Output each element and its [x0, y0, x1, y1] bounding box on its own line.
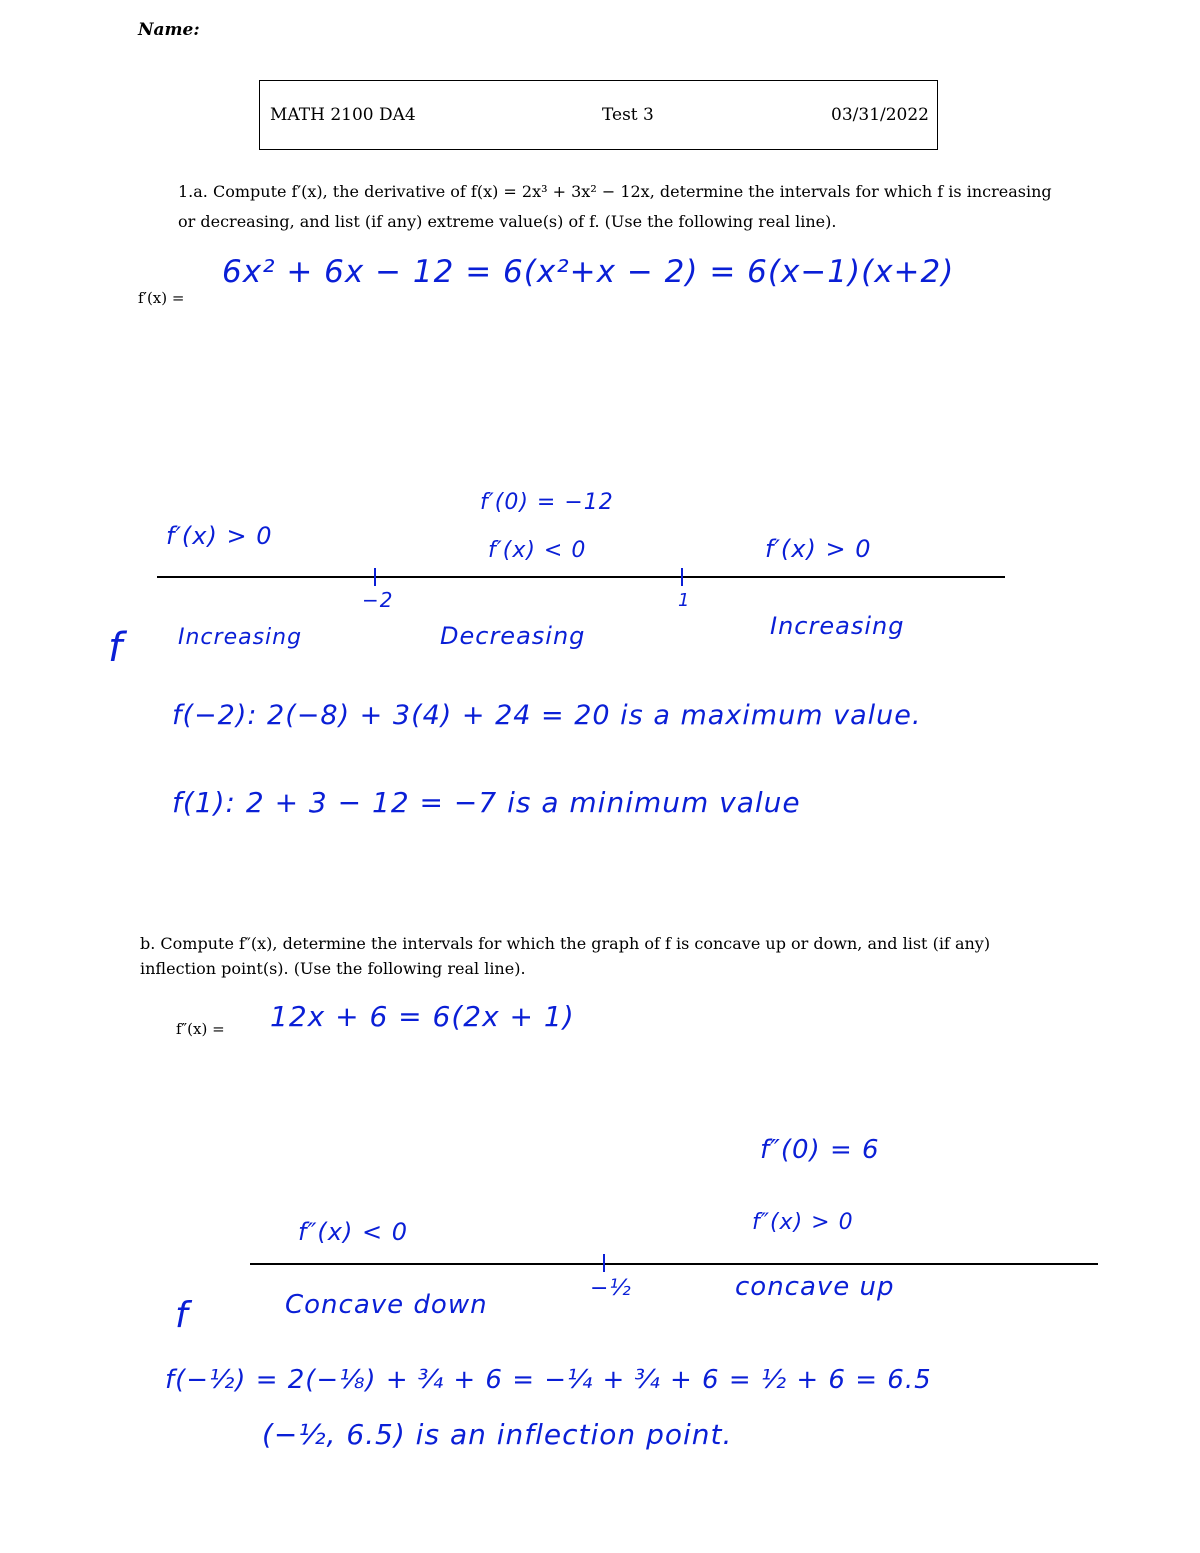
q2-sign-left: f″(x) < 0: [298, 1218, 408, 1246]
q1-behavior-right: Increasing: [770, 612, 905, 640]
q1-critical-point-left: −2: [362, 588, 394, 612]
q2-prompt-line2: inflection point(s). (Use the following real line).: [140, 959, 526, 978]
q2-tick: [603, 1254, 605, 1272]
q1-test-point: f′(0) = −12: [480, 490, 614, 515]
q1-maximum-line: f(−2): 2(−8) + 3(4) + 24 = 20 is a maximum value.: [172, 700, 922, 731]
q2-behavior-left: Concave down: [285, 1290, 488, 1320]
q1-sign-left: f′(x) > 0: [166, 522, 273, 550]
q1-sign-right: f′(x) > 0: [765, 535, 872, 563]
test-header-box: [259, 80, 938, 150]
q2-prompt-line1: b. Compute f″(x), determine the intervals for which the graph of f is concave up or down, and list (if any): [140, 934, 991, 953]
q2-test-point: f″(0) = 6: [760, 1135, 880, 1165]
q1-sign-middle: f′(x) < 0: [488, 538, 587, 563]
q1-derivative-answer: 6x² + 6x − 12 = 6(x²+x − 2) = 6(x−1)(x+2): [222, 254, 955, 290]
course-code: MATH 2100 DA4: [270, 105, 416, 125]
q1-prompt-line1: 1.a. Compute f′(x), the derivative of f(x) = 2x³ + 3x² − 12x, determine the intervals for which f is increasing: [178, 182, 1052, 201]
name-label: Name:: [138, 20, 200, 40]
q1-minimum-line: f(1): 2 + 3 − 12 = −7 is a minimum value: [172, 786, 801, 819]
q2-real-line: [250, 1263, 1098, 1265]
q2-sign-right: f″(x) > 0: [752, 1210, 854, 1235]
q1-tick-right: [681, 568, 683, 586]
q2-inflection-x: −½: [590, 1276, 632, 1301]
q1-critical-point-right: 1: [678, 590, 691, 611]
q1-real-line: [157, 576, 1005, 578]
q2-behavior-right: concave up: [735, 1272, 895, 1302]
q2-conclusion: (−½, 6.5) is an inflection point.: [262, 1418, 733, 1451]
q1-f-label: f: [108, 625, 124, 671]
q2-f-label: f: [175, 1295, 189, 1336]
q1-behavior-left: Increasing: [178, 625, 303, 650]
q1-prompt-line2: or decreasing, and list (if any) extreme value(s) of f. (Use the following real line).: [178, 212, 837, 231]
q2-derivative-answer: 12x + 6 = 6(2x + 1): [270, 1000, 575, 1033]
test-date: 03/31/2022: [831, 105, 929, 125]
q2-derivative-label: f″(x) =: [176, 1020, 225, 1038]
q1-derivative-label: f′(x) =: [138, 289, 185, 307]
q1-tick-left: [374, 568, 376, 586]
q2-inflection-calc: f(−½) = 2(−⅛) + ¾ + 6 = −¼ + ¾ + 6 = ½ + 6 = 6.5: [165, 1365, 932, 1395]
q1-behavior-middle: Decreasing: [440, 622, 586, 650]
test-title: Test 3: [602, 105, 654, 125]
